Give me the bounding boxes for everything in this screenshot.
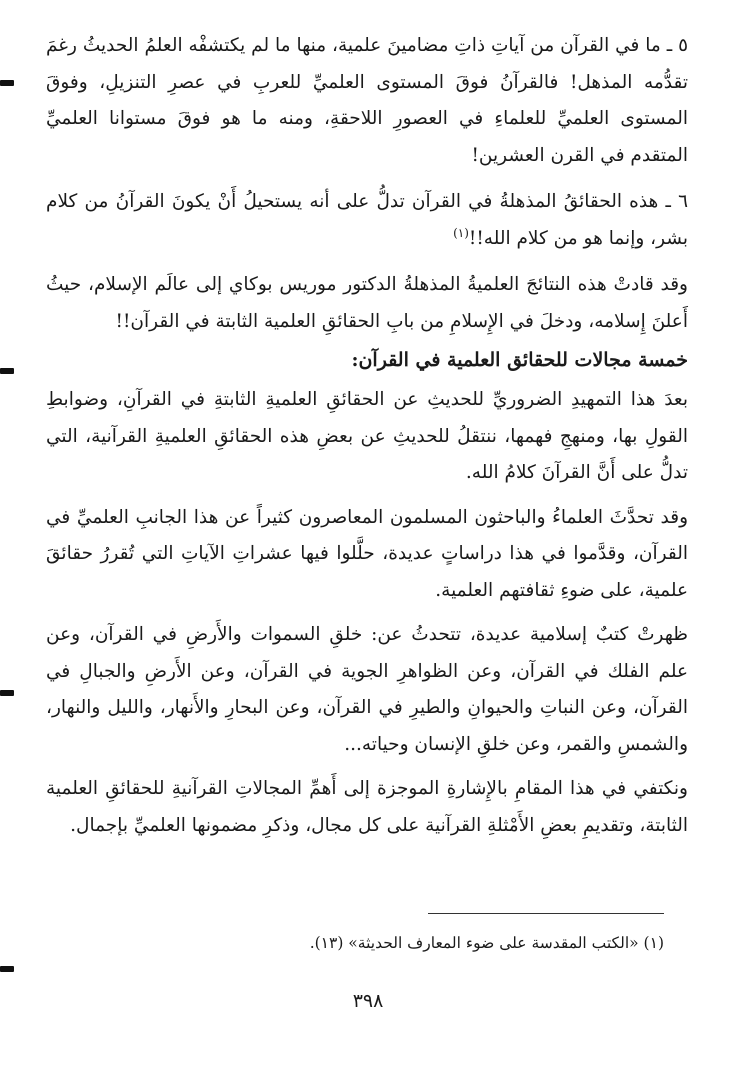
- paragraph-point-5: ٥ ـ ما في القرآن من آياتِ ذاتِ مضامينَ علمية، منها ما لم يكتشفْه العلمُ الحديثُ رغمَ تقدُّمه المذهل! فالقرآنُ فوقَ المستوى العلميِّ للعربِ في عصرِ التنزيلِ، وفوقَ المستوى العلميِّ للعلماءِ في العصورِ اللاحقةِ، ومنه ما هو فوقَ مستوانا العلميِّ المتقدم في القرن العشرين!: [46, 35, 688, 166]
- footnote-divider: [428, 913, 664, 914]
- page-body: [46, 28, 688, 844]
- scan-edge-mark: [0, 368, 14, 374]
- footnote: (١) «الكتب المقدسة على ضوء المعارف الحديثة» (١٣).: [309, 934, 664, 952]
- paragraph-point-6-text: ٦ ـ هذه الحقائقُ المذهلةُ في القرآن تدلُّ على أنه يستحيلُ أَنْ يكونَ القرآنُ من كلام بشر، وإنما هو من كلام الله!!: [46, 191, 688, 249]
- scan-edge-mark: [0, 80, 14, 86]
- scan-edge-mark: [0, 690, 14, 696]
- paragraph-conclusion: ونكتفي في هذا المقامِ بالإِشارةِ الموجزة إلى أَهمِّ المجالاتِ القرآنيةِ للحقائقِ العلمية الثابتة، وتقديمِ بعضِ الأَمْثلةِ القرآنية على كل مجال، وذكرِ مضمونها العلميِّ بإجمال.: [46, 778, 688, 836]
- footnote-reference[interactable]: (١): [453, 225, 469, 240]
- paragraph-scholars: وقد تحدَّثَ العلماءُ والباحثون المسلمون المعاصرون كثيراً عن هذا الجانبِ العلميِّ في القرآن، وقدَّموا في هذا دراساتٍ عديدة، حلَّلوا فيها عشراتِ الآياتِ التي تُقررُ حقائقَ علمية، على ضوءِ ثقافتهم العلمية.: [46, 506, 688, 601]
- paragraph-books: ظهرتْ كتبٌ إسلامية عديدة، تتحدثُ عن: خلقِ السموات والأَرضِ في القرآن، وعن علم الفلك في القرآن، وعن الظواهرِ الجوية في القرآن، وعن الأَرضِ والجبالِ في القرآن، وعن النباتِ والحيوانِ والطيرِ في القرآن، وعن البحارِ والأَنهار، والليل والنهار، والشمسِ والقمر، وعن خلقِ الإنسان وحياته...: [46, 624, 688, 755]
- scan-edge-mark: [0, 966, 14, 972]
- page-number: ٣٩٨: [352, 990, 384, 1012]
- paragraph-point-6: [46, 184, 688, 257]
- section-heading: خمسة مجالات للحقائق العلمية في القرآن:: [351, 349, 688, 371]
- paragraph-intro: بعدَ هذا التمهيدِ الضروريِّ للحديثِ عن الحقائقِ العلميةِ الثابتةِ في القرآنِ، وضوابطِ القولِ بها، ومنهجِ فهمها، ننتقلُ للحديثِ عن بعضِ هذه الحقائقِ العلميةِ القرآنية، التي تدلُّ على أَنَّ القرآنَ كلامُ الله.: [46, 389, 688, 483]
- paragraph-bucaille: وقد قادتْ هذه النتائجَ العلميةُ المذهلةُ الدكتور موريس بوكاي إلى عالَم الإسلام، حيثُ أَعلنَ إِسلامه، ودخلَ في الإِسلامِ من بابِ الحقائقِ العلمية الثابتة في القرآن!!: [46, 274, 688, 332]
